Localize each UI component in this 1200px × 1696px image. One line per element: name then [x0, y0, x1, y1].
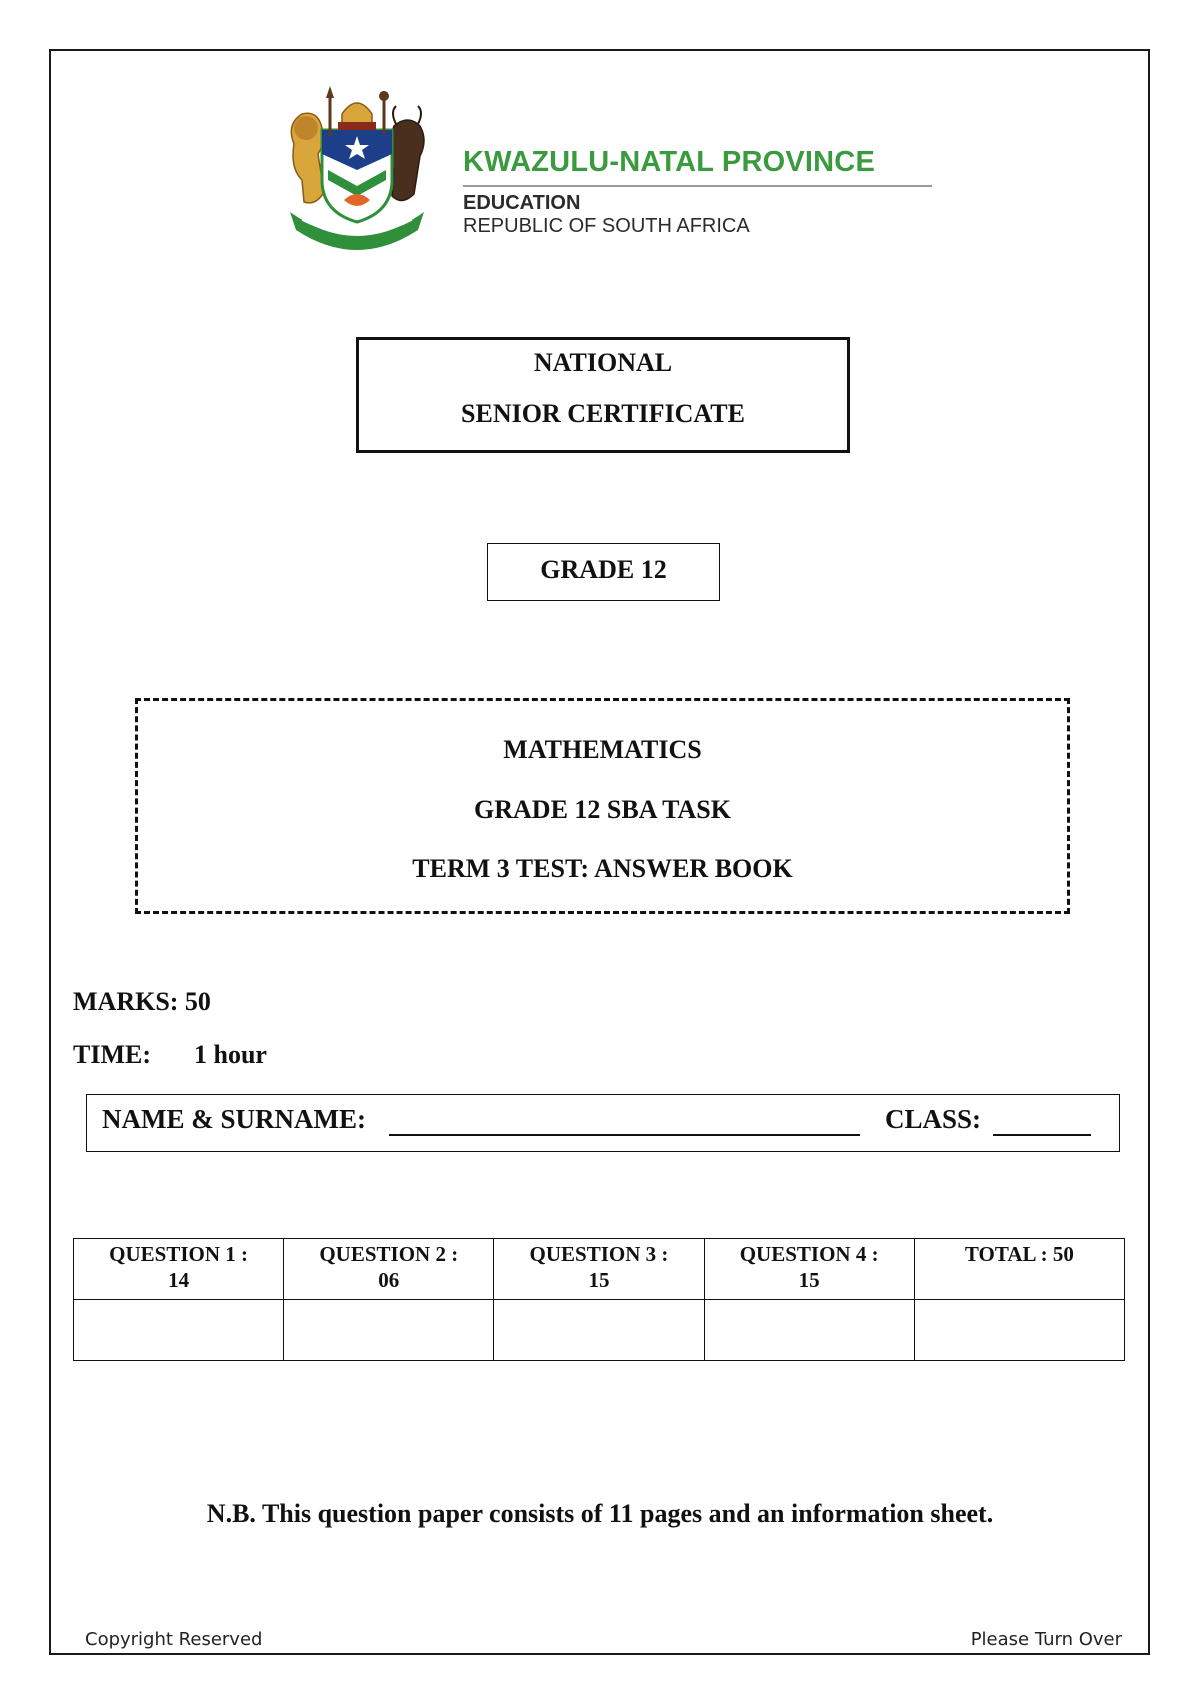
class-label: CLASS: — [885, 1104, 982, 1134]
total-title: TOTAL : 50 — [964, 1242, 1074, 1266]
subject-title: MATHEMATICS — [503, 735, 702, 764]
student-details-box — [86, 1094, 1120, 1152]
question-4-score-cell[interactable] — [704, 1300, 914, 1361]
question-2-marks: 06 — [378, 1268, 400, 1292]
name-surname-field[interactable] — [389, 1134, 860, 1136]
question-3-marks: 15 — [588, 1268, 610, 1292]
country-label: REPUBLIC OF SOUTH AFRICA — [463, 215, 750, 237]
marks-total: MARKS: 50 — [73, 987, 211, 1016]
question-2-title: QUESTION 2 : — [319, 1242, 459, 1266]
marks-table — [73, 1238, 1125, 1361]
department-label: EDUCATION — [463, 192, 581, 214]
certificate-line-2: SENIOR CERTIFICATE — [461, 399, 745, 428]
time-value: 1 hour — [194, 1040, 267, 1069]
question-3-score-cell[interactable] — [494, 1300, 704, 1361]
certificate-line-1: NATIONAL — [533, 348, 673, 377]
question-1-marks: 14 — [168, 1268, 190, 1292]
question-2-score-cell[interactable] — [284, 1300, 494, 1361]
class-field[interactable] — [993, 1134, 1091, 1136]
coat-of-arms-icon — [272, 84, 442, 254]
turn-over-footer: Please Turn Over — [970, 1629, 1122, 1650]
question-1-score-cell[interactable] — [74, 1300, 284, 1361]
question-3-title: QUESTION 3 : — [529, 1242, 669, 1266]
question-4-header — [704, 1239, 914, 1300]
total-header — [914, 1239, 1124, 1300]
page-count-note: N.B. This question paper consists of 11 pages and an information sheet. — [206, 1499, 994, 1528]
subject-box — [135, 698, 1070, 914]
certificate-box — [356, 337, 850, 453]
header-divider — [463, 185, 932, 187]
name-surname-label: NAME & SURNAME: — [102, 1104, 366, 1134]
test-title: TERM 3 TEST: ANSWER BOOK — [412, 854, 793, 883]
question-3-header — [494, 1239, 704, 1300]
copyright-footer: Copyright Reserved — [85, 1629, 263, 1650]
question-1-title: QUESTION 1 : — [109, 1242, 249, 1266]
province-title: KWAZULU-NATAL PROVINCE — [463, 146, 875, 178]
table-row — [74, 1300, 1125, 1361]
question-1-header — [74, 1239, 284, 1300]
total-score-cell[interactable] — [914, 1300, 1124, 1361]
time-label: TIME: — [73, 1040, 151, 1069]
task-title: GRADE 12 SBA TASK — [474, 795, 731, 824]
grade-box: GRADE 12 — [487, 543, 720, 601]
table-header-row — [74, 1239, 1125, 1300]
question-4-marks: 15 — [798, 1268, 820, 1292]
question-2-header — [284, 1239, 494, 1300]
question-4-title: QUESTION 4 : — [739, 1242, 879, 1266]
